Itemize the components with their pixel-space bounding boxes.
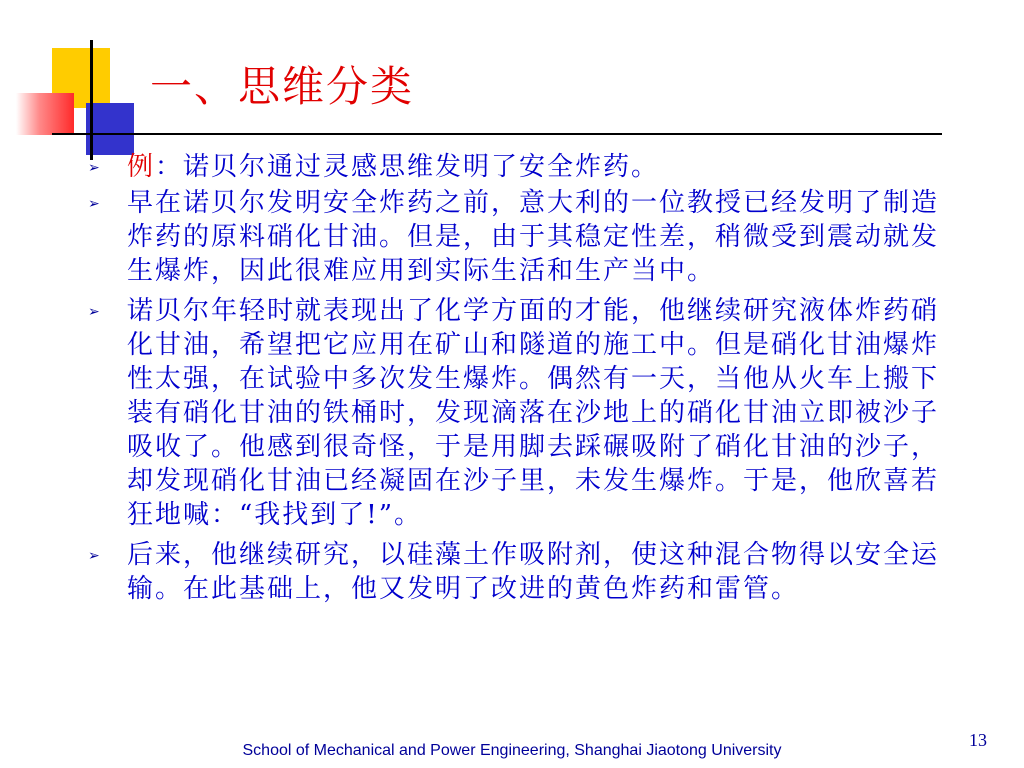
decor-vertical-line [90,40,93,160]
bullet-arrow-icon: ➢ [88,548,102,564]
bullet-item-discovery [88,294,958,532]
bullet-item-background [88,186,958,288]
bullet-list [88,150,958,612]
bullet-item-example [88,150,958,184]
title-divider-line [52,133,942,135]
bullet-text: 早在诺贝尔发明安全炸药之前，意大利的一位教授已经发明了制造炸药的原料硝化甘油。但是，由于其稳定性差，稍微受到震动就发生爆炸，因此很难应用到实际生活和生产当中。 [127,188,940,286]
bullet-text: 后来，他继续研究，以硅藻土作吸附剂，使这种混合物得以安全运输。在此基础上，他又发明了改进的黄色炸药和雷管。 [127,540,940,604]
slide-title: 一、思维分类 [150,62,415,111]
bullet-text: ：诺贝尔通过灵感思维发明了安全炸药。 [155,152,660,182]
bullet-item-later [88,538,958,606]
footer-text: School of Mechanical and Power Engineering, Shanghai Jiaotong University [242,742,782,759]
example-label: 例 [127,152,156,182]
bullet-arrow-icon: ➢ [88,196,102,212]
decor-red-gradient-bar [16,93,74,135]
page-number: 13 [969,730,987,750]
bullet-text: 诺贝尔年轻时就表现出了化学方面的才能，他继续研究液体炸药硝化甘油，希望把它应用在矿山和隧道的施工中。但是硝化甘油爆炸性太强，在试验中多次发生爆炸。偶然有一天，当他从火车上搬下装有硝化甘油的铁桶时，发现滴落在沙地上的硝化甘油立即被沙子吸收了。他感到很奇怪，于是用脚去踩碾吸附了硝化甘油的沙子，却发现硝化甘油已经凝固在沙子里，未发生爆炸。于是，他欣喜若狂地喊：“我找到了!”。 [127,296,940,530]
bullet-arrow-icon: ➢ [88,304,102,320]
bullet-arrow-icon: ➢ [88,160,102,176]
decor-blue-square [86,103,134,155]
